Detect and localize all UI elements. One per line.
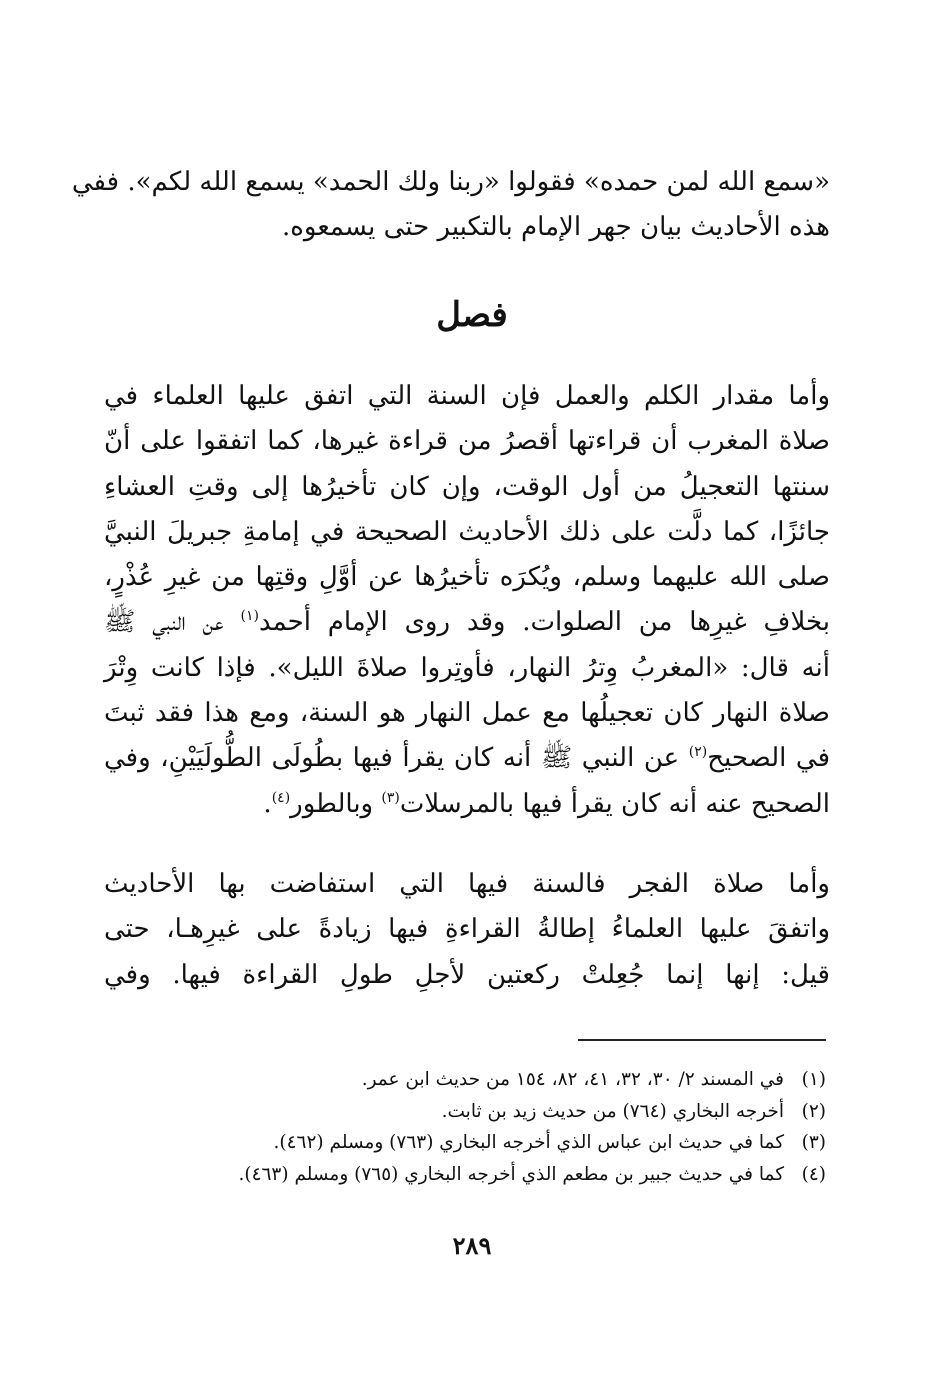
text-line: هذه الأحاديث بيان جهر الإمام بالتكبير حتى يسمعوه. bbox=[282, 212, 830, 243]
footnote-text: كما في حديث ابن عباس الذي أخرجه البخاري (٧٦٣) ومسلم (٤٦٢). bbox=[273, 1132, 784, 1153]
footnote-text: كما في حديث جبير بن مطعم الذي أخرجه البخاري (٧٦٥) ومسلم (٤٦٣). bbox=[238, 1163, 784, 1185]
text-segment: عن النبي ﷺ bbox=[104, 607, 241, 638]
text-line: صلاة النهار كان تعجيلُها مع عمل النهار هو السنة، ومع هذا فقد ثبتَ bbox=[104, 698, 830, 729]
text-line bbox=[104, 736, 830, 781]
footnote-ref-4[interactable]: (٤) bbox=[271, 789, 291, 806]
footnote-text: أخرجه البخاري (٧٦٤) من حديث زيد بن ثابت. bbox=[441, 1100, 784, 1122]
intro-paragraph bbox=[71, 160, 830, 251]
footnotes bbox=[106, 1064, 826, 1190]
text-line: وأما مقدار الكلم والعمل فإن السنة التي اتفق عليها العلماء في bbox=[104, 381, 830, 411]
text-segment: الصحيح عنه أنه كان يقرأ فيها بالمرسلات bbox=[399, 788, 830, 819]
footnote-ref-1[interactable]: (١) bbox=[240, 608, 259, 625]
footnote-item bbox=[106, 1096, 826, 1128]
text-line: سنتها التعجيلُ من أول الوقت، وإن كان تأخيرُها إلى وقتِ العشاءِ bbox=[104, 471, 830, 502]
text-segment: عن النبي ﷺ أنه كان يقرأ فيها بطُولَى الطُّولَيَيْنِ، وفي bbox=[104, 743, 689, 774]
text-segment: في الصحيح bbox=[707, 743, 831, 774]
text-line: وأما صلاة الفجر فالسنة فيها التي استفاضت بها الأحاديث bbox=[104, 869, 830, 899]
text-line: قيل: إنها إنما جُعِلتْ ركعتين لأجلِ طولِ القراءة فيها. وفي bbox=[104, 959, 830, 990]
paragraph-2 bbox=[104, 862, 830, 998]
text-line: واتفقَ عليها العلماءُ إطالةُ القراءةِ فيها زيادةً على غيرِهـا، حتى bbox=[104, 914, 830, 945]
footnote-ref-2[interactable]: (٢) bbox=[688, 744, 708, 761]
text-line: صلى الله عليهما وسلم، ويُكرَه تأخيرُها عن أوَّلِ وقتِها من غيرِ عُذْرٍ، bbox=[104, 562, 830, 593]
text-line: صلاة المغرب أن قراءتها أقصرُ من قراءة غيرها، كما اتفقوا على أنّ bbox=[104, 426, 830, 457]
text-line: أنه قال: «المغربُ وِترُ النهار، فأوتِروا صلاةَ الليل». فإذا كانت وِتْرَ bbox=[104, 652, 830, 683]
footnote-item bbox=[106, 1159, 826, 1191]
text-segment: . bbox=[263, 788, 272, 819]
footnote-number: (٣) bbox=[801, 1132, 826, 1153]
footnote-number: (٢) bbox=[801, 1100, 826, 1122]
text-line bbox=[104, 782, 830, 827]
footnote-number: (١) bbox=[801, 1069, 826, 1090]
text-line bbox=[104, 600, 830, 645]
footnote-item bbox=[106, 1127, 826, 1159]
paragraph-1 bbox=[104, 374, 830, 827]
footnote-number: (٤) bbox=[801, 1163, 826, 1185]
section-heading: فصل bbox=[436, 295, 508, 335]
text-line: «سمع الله لمن حمده» فقولوا «ربنا ولك الحمد» يسمع الله لكم». ففي bbox=[71, 167, 830, 197]
footnote-separator bbox=[578, 1039, 826, 1041]
text-segment: وبالطور bbox=[290, 788, 382, 819]
footnote-text: في المسند ٢/ ٣٠، ٣٢، ٤١، ٨٢، ١٥٤ من حديث ابن عمر. bbox=[361, 1069, 784, 1090]
page-number: ٢٨٩ bbox=[452, 1231, 492, 1260]
text-segment: بخلافِ غيرِها من الصلوات. وقد روى الإمام أحمد bbox=[259, 607, 830, 638]
text-line: جائزًا، كما دلَّت على ذلك الأحاديث الصحيحة في إمامةِ جبريلَ النبيَّ bbox=[104, 516, 830, 547]
footnote-item bbox=[106, 1064, 826, 1096]
footnote-ref-3[interactable]: (٣) bbox=[381, 789, 400, 806]
